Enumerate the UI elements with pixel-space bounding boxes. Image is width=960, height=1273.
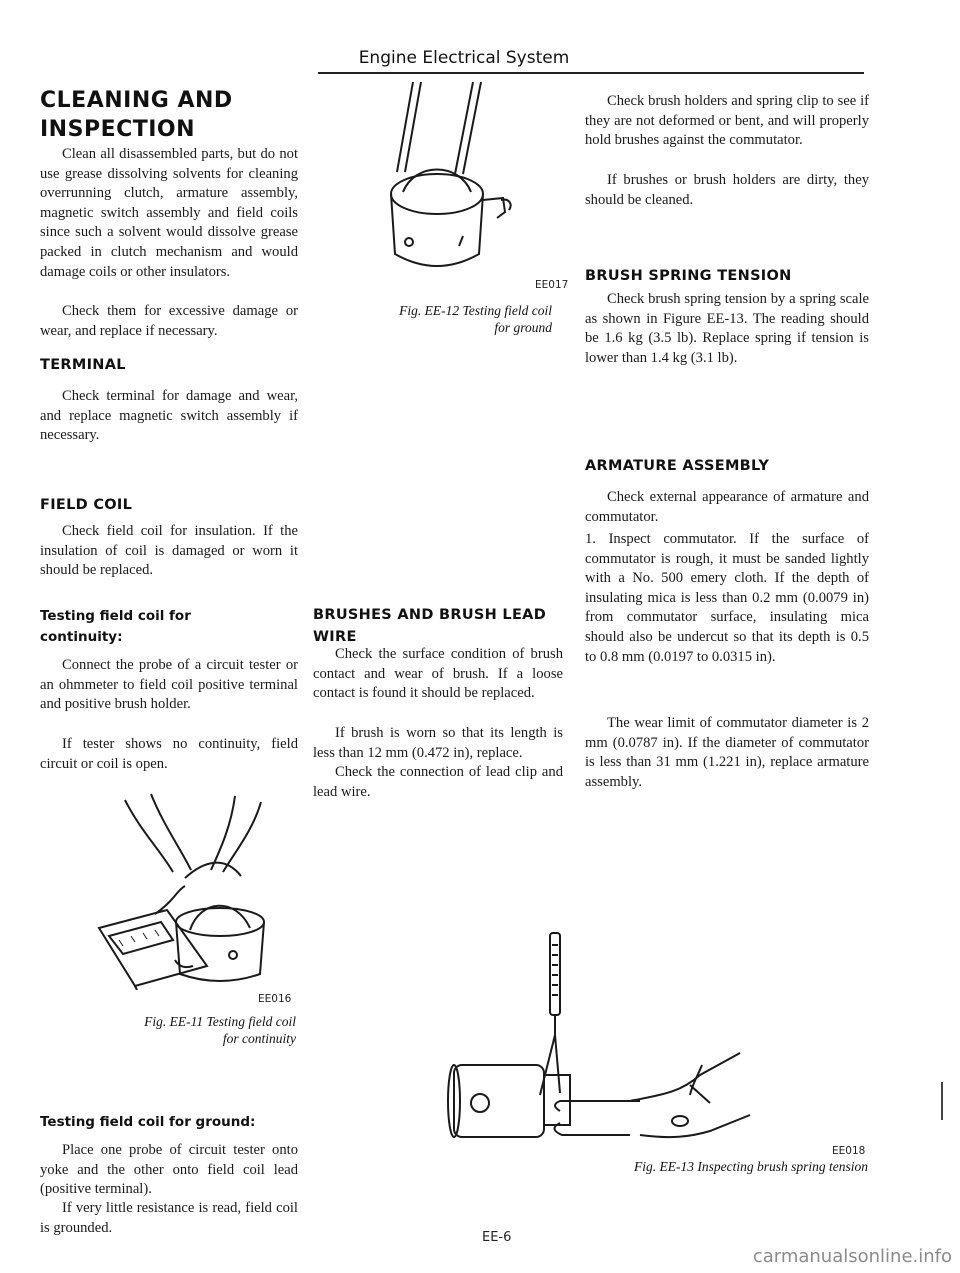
paragraph-field-coil: Check field coil for insulation. If the insulation of coil is damaged or worn it should be replaced. [40,523,298,579]
paragraph-cleaning-intro: Clean all disassembled parts, but do not use grease dissolving solvents for cleaning overrunning clutch, armature assembly, magnetic switch assembly and field coils since such a solvent would dissolve grease packed in clutch mechanism and would damage coils or other insulators. [40,146,298,280]
heading-testing-ground: Testing field coil for ground: [40,1114,256,1130]
figure-ee12-code: EE017 [535,279,569,291]
paragraph-continuity-connect: Connect the probe of a circuit tester or an ohmmeter to field coil positive terminal and positive brush holder. [40,657,298,713]
figure-ee11-code: EE016 [258,993,292,1005]
header-rule [318,72,864,74]
paragraph-ground-result: If very little resistance is read, field coil is grounded. [40,1200,298,1236]
paragraph-continuity-result: If tester shows no continuity, field circuit or coil is open. [40,736,298,772]
figure-ee13-spring-tension-illustration [440,925,770,1155]
heading-armature-assembly: ARMATURE ASSEMBLY [585,458,770,474]
figure-ee11-caption-line2: for continuity [222,1031,296,1046]
heading-brush-spring-tension: BRUSH SPRING TENSION [585,268,792,284]
figure-ee11-continuity-test-illustration [85,790,295,990]
margin-change-bar [941,1082,943,1120]
paragraph-armature-appearance: Check external appearance of armature and commutator. [585,489,869,525]
paragraph-brushes-worn: If brush is worn so that its length is less than 12 mm (0.472 in), replace. [313,725,563,761]
paragraph-armature-inspect-commutator: 1. Inspect commutator. If the surface of commutator is rough, it must be sanded lightly with a No. 500 emery cloth. If the depth of insulating mica is less than 0.2 mm (0.0079 in) from commutator surface, insulating mica should also be undercut so that its depth is 0.5 to 0.8 mm (0.0197 to 0.0315 in). [585,531,869,665]
figure-ee11-caption [80,1013,296,1047]
figure-ee11-label: Fig. EE-11 [144,1014,204,1029]
heading-brushes-lead-wire: BRUSHES AND BRUSH LEAD WIRE [313,607,547,645]
paragraph-brush-spring-tension: Check brush spring tension by a spring scale as shown in Figure EE-13. The reading should be 1.6 kg (3.5 lb). Replace spring if tension is lower than 1.4 kg (3.1 lb). [585,291,869,366]
figure-ee12-caption [340,302,552,336]
paragraph-ground-probe: Place one probe of circuit tester onto yoke and the other onto field coil lead (positive terminal). [40,1142,298,1198]
heading-field-coil: FIELD COIL [40,497,133,513]
figure-ee11-caption-line1: Testing field coil [206,1014,296,1029]
figure-ee13-code: EE018 [832,1145,866,1157]
paragraph-brush-holders-dirty: If brushes or brush holders are dirty, they should be cleaned. [585,172,869,208]
page-number: EE-6 [482,1230,512,1245]
heading-testing-continuity: Testing field coil for continuity: [40,608,191,645]
page-header-title: Engine Electrical System [358,48,570,68]
paragraph-brushes-lead-clip: Check the connection of lead clip and lead wire. [313,764,563,800]
figure-ee13-caption [590,1158,868,1175]
figure-ee13-caption-text: Inspecting brush spring tension [697,1159,868,1174]
paragraph-armature-wear-limit: The wear limit of commutator diameter is 2 mm (0.0787 in). If the diameter of commutator is less than 31 mm (1.221 in), replace armature assembly. [585,715,869,790]
figure-ee12-ground-test-illustration [385,82,525,272]
figure-ee12-caption-line1: Testing field coil [462,303,552,318]
paragraph-brush-holders: Check brush holders and spring clip to see if they are not deformed or bent, and will properly hold brushes against the commutator. [585,93,869,149]
heading-terminal: TERMINAL [40,357,126,373]
figure-ee13-label: Fig. EE-13 [634,1159,694,1174]
paragraph-terminal: Check terminal for damage and wear, and replace magnetic switch assembly if necessary. [40,388,298,444]
figure-ee12-caption-line2: for ground [494,320,552,335]
figure-ee12-label: Fig. EE-12 [399,303,460,318]
paragraph-brushes-surface: Check the surface condition of brush contact and wear of brush. If a loose contact is found it should be replaced. [313,646,563,702]
paragraph-cleaning-replace: Check them for excessive damage or wear, and replace if necessary. [40,303,298,339]
site-watermark: carmanualsonline.info [752,1246,952,1267]
section-title-cleaning-inspection: CLEANING AND INSPECTION [40,88,233,142]
